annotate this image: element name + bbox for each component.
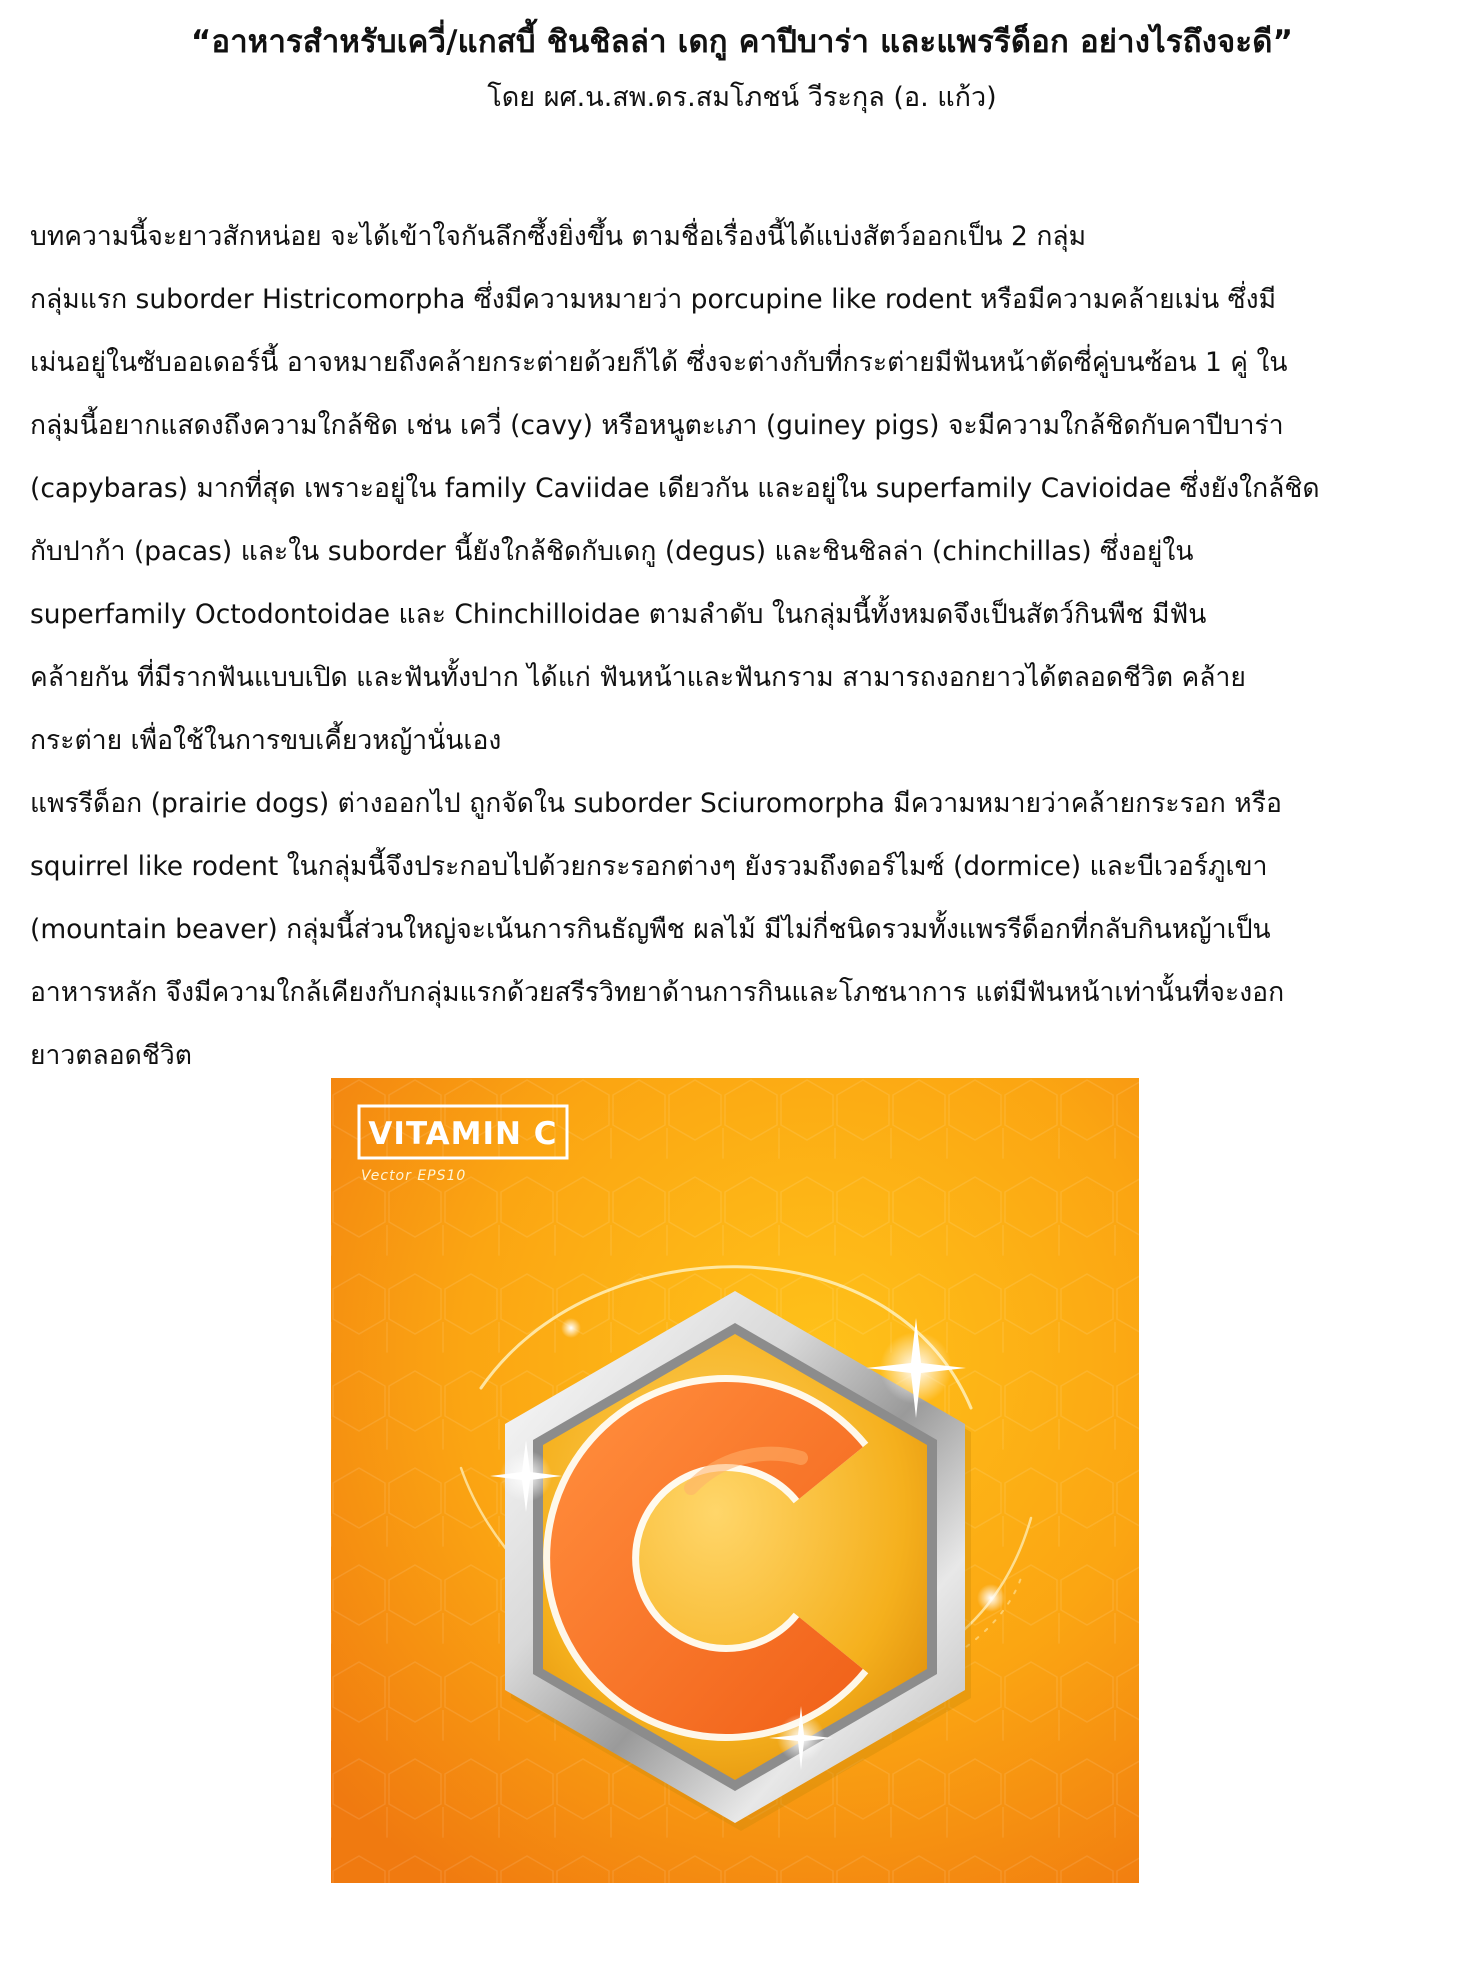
article-body — [30, 205, 1470, 1087]
article-line: เม่นอยู่ในซับออเดอร์นี้ อาจหมายถึงคล้ายกระต่ายด้วยก็ได้ ซึ่งจะต่างกับที่กระต่ายมีฟันหน้าตัดซี่คู่บนซ้อน 1 คู่ ใน — [30, 347, 1288, 378]
article-line: คล้ายกัน ที่มีรากฟันแบบเปิด และฟันทั้งปาก ได้แก่ ฟันหน้าและฟันกราม สามารถงอกยาวได้ตลอดชีวิต คล้าย — [30, 662, 1246, 693]
article-line: บทความนี้จะยาวสักหน่อย จะได้เข้าใจกันลึกซึ้งยิ่งขึ้น ตามชื่อเรื่องนี้ได้แบ่งสัตว์ออกเป็น 2 กลุ่ม — [30, 221, 1087, 252]
document-author: โดย ผศ.น.สพ.ดร.สมโภชน์ วีระกุล (อ. แก้ว) — [487, 82, 997, 113]
article-line: แพรรีด็อก (prairie dogs) ต่างออกไป ถูกจัดใน suborder Sciuromorpha มีความหมายว่าคล้ายกระรอก หรือ — [30, 788, 1282, 819]
document-title: “อาหารสำหรับเควี่/แกสบี้ ชินชิลล่า เดกู คาปีบาร่า และแพรรีด็อก อย่างไรถึงจะดี” — [190, 24, 1294, 60]
sparkle-icon — [977, 1584, 1005, 1612]
article-line: กับปาก้า (pacas) และใน suborder นี้ยังใกล้ชิดกับเดกู (degus) และชินชิลล่า (chinchillas) ซึ่งอยู่ใน — [30, 536, 1194, 567]
article-line: กระต่าย เพื่อใช้ในการขบเคี้ยวหญ้านั่นเอง — [30, 725, 502, 756]
article-line: อาหารหลัก จึงมีความใกล้เคียงกับกลุ่มแรกด้วยสรีรวิทยาด้านการกินและโภชนาการ แต่มีฟันหน้าเท่านั้นที่จะงอก — [30, 977, 1285, 1008]
article-line: (mountain beaver) กลุ่มนี้ส่วนใหญ่จะเน้นการกินธัญพืช ผลไม้ มีไม่กี่ชนิดรวมทั้งแพรรีด็อกที่กลับกินหญ้าเป็น — [30, 914, 1271, 945]
article-line: squirrel like rodent ในกลุ่มนี้จึงประกอบไปด้วยกระรอกต่างๆ ยังรวมถึงดอร์ไมซ์ (dormice) และบีเวอร์ภูเขา — [30, 851, 1268, 882]
vitamin-sublabel: Vector EPS10 — [361, 1168, 467, 1184]
article-line: superfamily Octodontoidae และ Chinchilloidae ตามลำดับ ในกลุ่มนี้ทั้งหมดจึงเป็นสัตว์กินพืช มีฟัน — [30, 599, 1207, 630]
vitamin-c-illustration — [331, 1078, 1139, 1883]
vitamin-label: VITAMIN C — [368, 1116, 558, 1152]
article-line: กลุ่มนี้อยากแสดงถึงความใกล้ชิด เช่น เควี่ (cavy) หรือหนูตะเภา (guiney pigs) จะมีความใกล้ชิดกับคาปีบาร่า — [30, 410, 1284, 441]
sparkle-icon — [561, 1318, 581, 1338]
article-line: ยาวตลอดชีวิต — [30, 1040, 192, 1071]
article-line: (capybaras) มากที่สุด เพราะอยู่ใน family Caviidae เดียวกัน และอยู่ใน superfamily Cavioidae ซึ่งยังใกล้ชิด — [30, 473, 1320, 504]
article-line: กลุ่มแรก suborder Histricomorpha ซึ่งมีความหมายว่า porcupine like rodent หรือมีความคล้ายเม่น ซึ่งมี — [30, 284, 1277, 315]
